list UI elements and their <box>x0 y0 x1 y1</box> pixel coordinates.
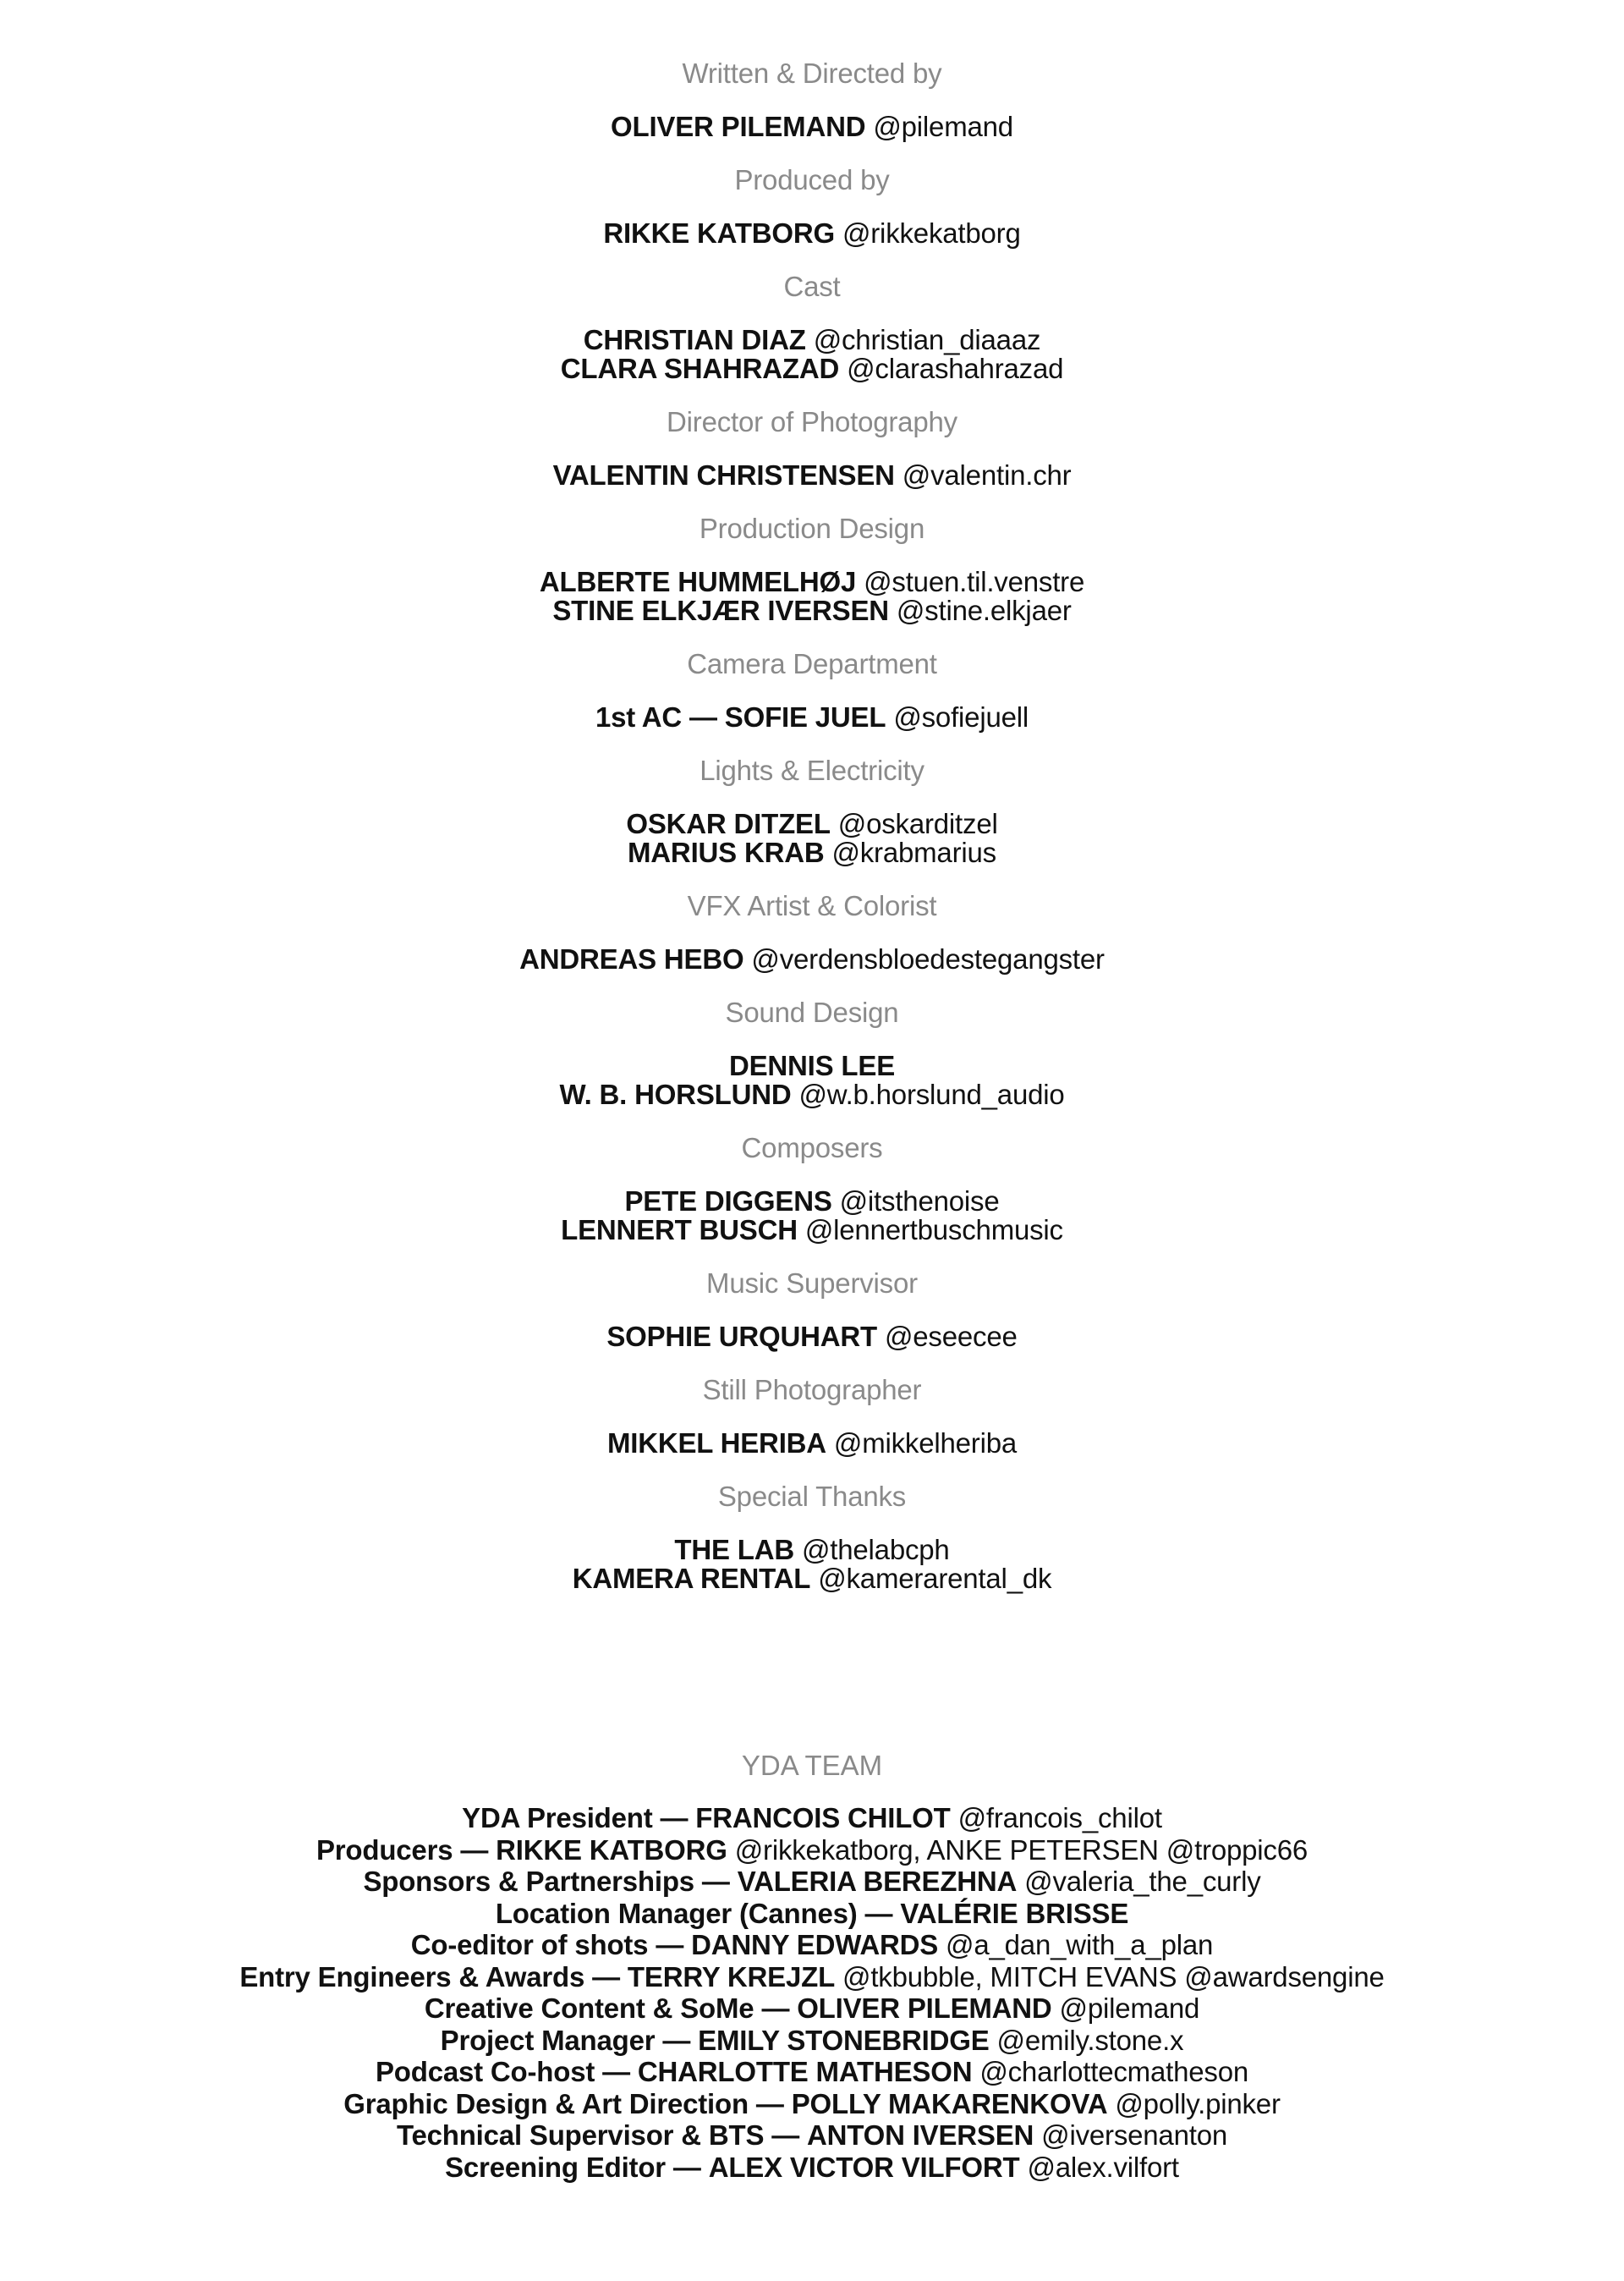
team-role: Sponsors & Partnerships <box>363 1866 694 1897</box>
people-list <box>0 810 1624 867</box>
team-handle: @alex.vilfort <box>1027 2151 1179 2183</box>
separator-dash: — <box>864 1897 893 1929</box>
person-name: RIKKE KATBORG <box>603 217 835 249</box>
team-role: Co-editor of shots <box>410 1929 649 1960</box>
team-line <box>0 1834 1624 1866</box>
separator-dash: — <box>701 1866 730 1897</box>
person-name: ALBERTE HUMMELHØJ <box>539 566 857 597</box>
credit-section <box>0 1130 1624 1245</box>
people-list <box>0 219 1624 248</box>
credit-person <box>0 1536 1624 1564</box>
credit-person <box>0 1322 1624 1351</box>
person-name: DENNIS LEE <box>728 1050 896 1081</box>
person-handle: @valentin.chr <box>902 459 1072 491</box>
people-list <box>0 1536 1624 1593</box>
people-list <box>0 945 1624 974</box>
team-handle: @francois_chilot <box>957 1802 1162 1833</box>
team-line <box>0 1866 1624 1898</box>
team-role: Entry Engineers & Awards <box>239 1960 585 1992</box>
credit-section <box>0 511 1624 625</box>
credit-person <box>0 838 1624 867</box>
team-line <box>0 2088 1624 2120</box>
team-role: Podcast Co-host <box>375 2056 595 2087</box>
team-name: CHARLOTTE MATHESON <box>637 2056 973 2087</box>
team-line <box>0 2119 1624 2152</box>
separator-dash: — <box>761 1992 790 2024</box>
team-name: TERRY KREJZL <box>627 1960 836 1992</box>
team-handle: @valeria_the_curly <box>1024 1866 1261 1897</box>
team-role: Location Manager (Cannes) <box>495 1897 858 1929</box>
person-name: CHRISTIAN DIAZ <box>583 324 806 355</box>
person-handle: @mikkelheriba <box>833 1427 1018 1459</box>
person-handle: @krabmarius <box>831 837 996 868</box>
team-name: VALÉRIE BRISSE <box>900 1897 1129 1929</box>
team-line <box>0 1992 1624 2025</box>
team-name: OLIVER PILEMAND <box>797 1992 1052 2024</box>
team-role: Producers <box>315 1833 453 1866</box>
section-title: Director of Photography <box>667 406 957 437</box>
credit-section <box>0 404 1624 490</box>
team-name: ALEX VICTOR VILFORT <box>708 2151 1020 2183</box>
person-handle: @stuen.til.venstre <box>864 566 1085 597</box>
team-line <box>0 1898 1624 1930</box>
people-list <box>0 326 1624 383</box>
team-role: YDA President <box>462 1802 653 1833</box>
person-name: W. B. HORSLUND <box>559 1079 792 1110</box>
person-name: CLARA SHAHRAZAD <box>560 353 840 384</box>
person-handle: @w.b.horslund_audio <box>798 1079 1065 1110</box>
team-handle: @iversenanton <box>1041 2119 1228 2151</box>
team-handle: @tkbubble, MITCH EVANS @awardsengine <box>842 1960 1385 1992</box>
person-name: 1st AC — SOFIE JUEL <box>595 701 886 733</box>
separator-dash: — <box>662 2024 691 2056</box>
team-name: DANNY EDWARDS <box>691 1929 939 1960</box>
separator-dash: — <box>755 2087 784 2119</box>
credit-section <box>0 269 1624 383</box>
credit-person <box>0 1429 1624 1458</box>
separator-dash: — <box>592 1960 620 1992</box>
person-name: KAMERA RENTAL <box>572 1563 811 1594</box>
credit-person <box>0 1052 1624 1080</box>
team-lines <box>0 1802 1624 2183</box>
credit-person <box>0 461 1624 490</box>
team-handle: @charlottecmatheson <box>979 2056 1249 2087</box>
team-name: EMILY STONEBRIDGE <box>698 2024 990 2056</box>
person-name: MARIUS KRAB <box>628 837 825 868</box>
section-title: Produced by <box>734 164 890 195</box>
people-list <box>0 703 1624 732</box>
separator-dash: — <box>771 2119 800 2151</box>
section-title: Production Design <box>699 513 925 544</box>
section-title: VFX Artist & Colorist <box>687 890 937 921</box>
separator-dash: — <box>672 2151 701 2183</box>
people-list <box>0 1052 1624 1109</box>
section-title: Cast <box>783 271 841 302</box>
credit-section <box>0 995 1624 1109</box>
team-line <box>0 1929 1624 1961</box>
section-title: Written & Directed by <box>682 58 942 89</box>
separator-dash: — <box>660 1802 689 1833</box>
section-title: Special Thanks <box>717 1481 907 1512</box>
person-handle: @itsthenoise <box>839 1185 1000 1217</box>
person-name: PETE DIGGENS <box>624 1185 832 1217</box>
team-name: FRANCOIS CHILOT <box>695 1802 951 1833</box>
person-handle: @clarashahrazad <box>847 353 1064 384</box>
credit-person <box>0 596 1624 625</box>
separator-dash: — <box>602 2056 630 2087</box>
person-handle: @oskarditzel <box>837 808 998 839</box>
people-list <box>0 1322 1624 1351</box>
team-handle: @rikkekatborg, ANKE PETERSEN @troppic66 <box>734 1833 1309 1866</box>
people-list <box>0 1429 1624 1458</box>
person-handle: @kamerarental_dk <box>818 1563 1052 1594</box>
person-handle: @verdensbloedestegangster <box>751 943 1105 975</box>
section-title: Lights & Electricity <box>700 755 924 786</box>
people-list <box>0 461 1624 490</box>
yda-team-section <box>0 1748 1624 2183</box>
separator-dash: — <box>460 1833 489 1866</box>
people-list <box>0 568 1624 625</box>
person-handle: @thelabcph <box>801 1534 950 1565</box>
section-title: Sound Design <box>725 997 899 1028</box>
team-role: Technical Supervisor & BTS <box>396 2119 765 2151</box>
person-handle: @lennertbuschmusic <box>804 1214 1063 1245</box>
person-handle: @eseecee <box>884 1321 1018 1352</box>
team-line <box>0 1961 1624 1993</box>
person-name: THE LAB <box>674 1534 794 1565</box>
credit-person <box>0 219 1624 248</box>
separator-dash: — <box>656 1929 684 1960</box>
credit-person <box>0 568 1624 596</box>
credit-person <box>0 355 1624 383</box>
credit-person <box>0 810 1624 838</box>
person-name: MIKKEL HERIBA <box>606 1427 826 1459</box>
credit-section <box>0 162 1624 248</box>
credit-person <box>0 326 1624 355</box>
credit-section <box>0 753 1624 867</box>
team-role: Creative Content & SoMe <box>424 1992 754 2024</box>
team-name: RIKKE KATBORG <box>496 1833 727 1866</box>
person-name: OLIVER PILEMAND <box>611 111 866 142</box>
credit-person <box>0 113 1624 141</box>
team-name: VALERIA BEREZHNA <box>737 1866 1018 1897</box>
credit-section <box>0 646 1624 732</box>
team-handle: @a_dan_with_a_plan <box>946 1929 1214 1960</box>
team-role: Screening Editor <box>445 2151 666 2183</box>
person-handle: @pilemand <box>873 111 1013 142</box>
credit-section <box>0 888 1624 974</box>
person-handle: @rikkekatborg <box>842 217 1021 249</box>
credit-section <box>0 1372 1624 1458</box>
person-name: VALENTIN CHRISTENSEN <box>552 459 895 491</box>
person-name: LENNERT BUSCH <box>561 1214 798 1245</box>
section-title: Still Photographer <box>702 1374 922 1405</box>
credit-person <box>0 1187 1624 1216</box>
credit-section <box>0 1266 1624 1351</box>
credit-person <box>0 1080 1624 1109</box>
person-name: SOPHIE URQUHART <box>606 1321 878 1352</box>
credit-person <box>0 1564 1624 1593</box>
credit-person <box>0 945 1624 974</box>
team-line <box>0 1802 1624 1834</box>
team-role: Graphic Design & Art Direction <box>343 2087 749 2119</box>
credit-section <box>0 1479 1624 1593</box>
person-name: OSKAR DITZEL <box>626 808 831 839</box>
team-line <box>0 2152 1624 2184</box>
person-name: STINE ELKJÆR IVERSEN <box>552 595 889 626</box>
section-title: Music Supervisor <box>706 1267 918 1299</box>
person-handle: @christian_diaaaz <box>813 324 1041 355</box>
team-title: YDA TEAM <box>741 1750 883 1781</box>
team-name: ANTON IVERSEN <box>807 2119 1034 2151</box>
team-name: POLLY MAKARENKOVA <box>791 2087 1108 2119</box>
team-handle: @polly.pinker <box>1115 2087 1281 2119</box>
credit-section <box>0 56 1624 141</box>
team-handle: @emily.stone.x <box>996 2024 1184 2056</box>
people-list <box>0 113 1624 141</box>
person-handle: @stine.elkjaer <box>896 595 1072 626</box>
credit-person <box>0 703 1624 732</box>
person-name: ANDREAS HEBO <box>519 943 744 975</box>
team-role: Project Manager <box>440 2024 656 2056</box>
team-line <box>0 2025 1624 2057</box>
section-title: Composers <box>741 1132 883 1163</box>
credits-list <box>0 56 1624 1614</box>
team-handle: @pilemand <box>1059 1992 1200 2024</box>
section-title: Camera Department <box>687 648 937 679</box>
credit-person <box>0 1216 1624 1245</box>
person-handle: @sofiejuell <box>893 701 1029 733</box>
people-list <box>0 1187 1624 1245</box>
team-line <box>0 2056 1624 2088</box>
